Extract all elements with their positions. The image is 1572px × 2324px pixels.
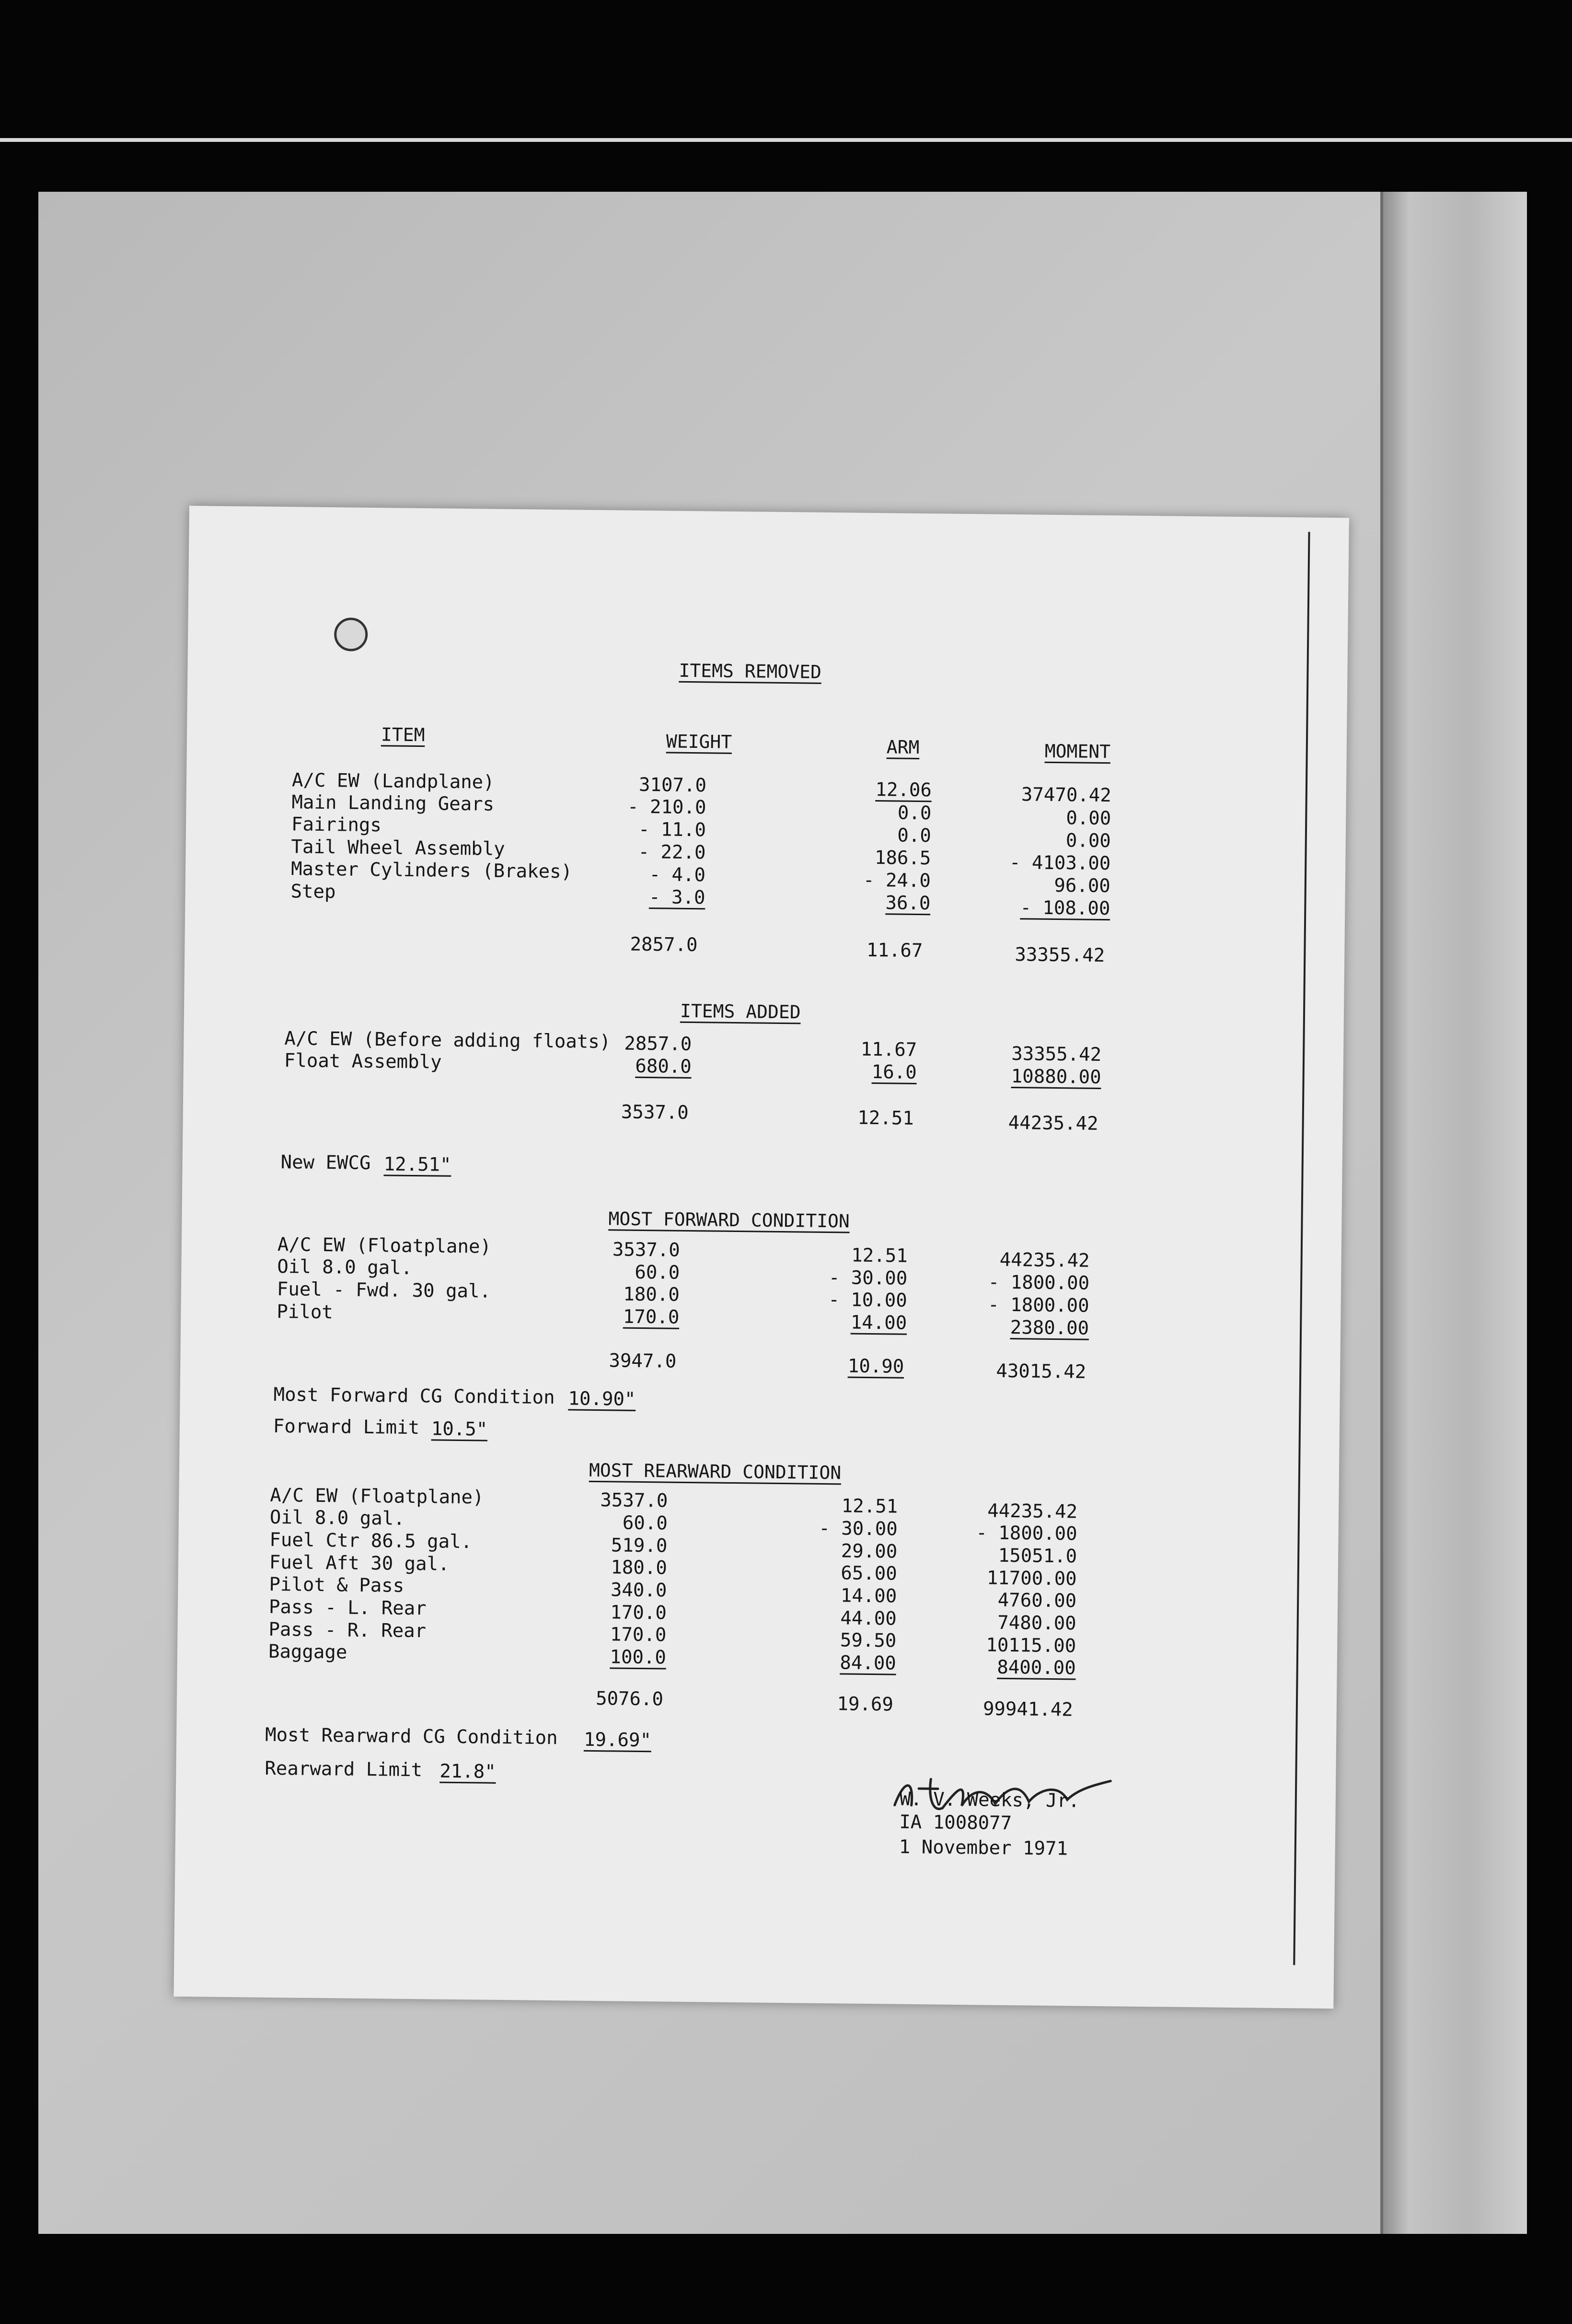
new-ewcg-value: 12.51" (383, 1153, 451, 1176)
moment-cell: 15051.0 (998, 1545, 1077, 1568)
moment-cell: 10115.00 (986, 1634, 1076, 1657)
item-cell: Pilot & Pass (269, 1573, 405, 1597)
moment-cell: 0.00 (1065, 830, 1111, 852)
total-moment: 33355.42 (1015, 944, 1105, 967)
moment-cell: 33355.42 (1011, 1043, 1102, 1066)
forward-cg-value: 10.90" (568, 1388, 636, 1410)
item-cell: Fuel Aft 30 gal. (269, 1551, 450, 1575)
arm-cell: 12.06 (875, 779, 932, 802)
arm-cell: 0.0 (897, 802, 932, 825)
weight-cell: 170.0 (610, 1602, 667, 1624)
total-weight: 2857.0 (630, 933, 698, 956)
forward-limit-value: 10.5" (431, 1418, 488, 1441)
arm-cell: 59.50 (840, 1629, 897, 1652)
weight-cell: 170.0 (623, 1306, 680, 1328)
header-moment: MOMENT (1044, 740, 1111, 763)
item-cell: Oil 8.0 gal. (277, 1256, 413, 1279)
arm-cell: 11.67 (860, 1038, 917, 1061)
item-cell: Fairings (291, 813, 382, 837)
header-arm: ARM (886, 736, 920, 758)
arm-cell: - 24.0 (863, 869, 931, 892)
item-cell: Pass - L. Rear (268, 1596, 427, 1620)
rearward-limit-value: 21.8" (439, 1760, 497, 1783)
rearward-cg-value: 19.69" (583, 1729, 652, 1752)
arm-cell: 12.51 (851, 1244, 908, 1267)
weight-cell: 60.0 (635, 1261, 680, 1284)
moment-cell: 2380.00 (1010, 1317, 1089, 1339)
section-title-items-removed: ITEMS REMOVED (679, 660, 822, 683)
total-arm: 19.69 (837, 1693, 894, 1716)
total-weight: 3537.0 (621, 1101, 689, 1124)
weight-cell: 100.0 (610, 1646, 667, 1669)
moment-cell: - 1800.00 (988, 1271, 1090, 1294)
weight-cell: 60.0 (622, 1512, 668, 1534)
arm-cell: 36.0 (885, 892, 931, 915)
board-edge (1380, 192, 1527, 2234)
moment-cell: 8400.00 (997, 1656, 1076, 1679)
item-cell: Step (290, 881, 336, 903)
moment-cell: - 1800.00 (988, 1294, 1089, 1317)
total-arm: 10.90 (847, 1355, 904, 1378)
arm-cell: 14.00 (840, 1585, 897, 1607)
item-cell: A/C EW (Floatplane) (277, 1234, 492, 1258)
total-weight: 5076.0 (595, 1688, 664, 1710)
item-cell: Master Cylinders (Brakes) (290, 858, 573, 883)
section-title-items-added: ITEMS ADDED (680, 1000, 801, 1023)
arm-cell: - 30.00 (819, 1517, 898, 1540)
arm-cell: - 10.00 (828, 1289, 907, 1312)
item-cell: Oil 8.0 gal. (269, 1506, 405, 1530)
weight-cell: - 11.0 (638, 818, 706, 841)
weight-cell: - 4.0 (649, 864, 706, 886)
arm-cell: 29.00 (841, 1540, 898, 1563)
signer-name: W. V. Weeks, Jr. (899, 1788, 1080, 1812)
weight-cell: 2857.0 (624, 1033, 692, 1056)
moment-cell: 96.00 (1054, 874, 1111, 897)
total-arm: 11.67 (866, 939, 923, 962)
item-cell: Tail Wheel Assembly (291, 836, 505, 860)
item-cell: A/C EW (Before adding floats) (284, 1028, 611, 1053)
moment-cell: 44235.42 (999, 1249, 1090, 1272)
section-title-most-forward: MOST FORWARD CONDITION (608, 1208, 850, 1232)
signature-date: 1 November 1971 (899, 1836, 1068, 1860)
weight-cell: - 210.0 (627, 796, 706, 819)
rearward-cg-label: Most Rearward CG Condition (265, 1724, 558, 1749)
moment-cell: 4760.00 (997, 1589, 1077, 1612)
item-cell: Float Assembly (284, 1050, 442, 1073)
weight-cell: 180.0 (623, 1283, 680, 1306)
total-moment: 99941.42 (982, 1698, 1074, 1721)
total-arm: 12.51 (857, 1107, 914, 1129)
item-cell: Fuel - Fwd. 30 gal. (277, 1278, 491, 1302)
weight-cell: 3537.0 (600, 1489, 668, 1512)
moment-cell: - 4103.00 (1009, 851, 1111, 875)
total-moment: 44235.42 (1008, 1112, 1098, 1135)
moment-cell: 11700.00 (986, 1567, 1077, 1590)
arm-cell: 0.0 (897, 825, 932, 847)
arm-cell: 44.00 (840, 1607, 897, 1630)
rearward-limit-label: Rearward Limit (265, 1757, 423, 1781)
punch-hole (334, 617, 368, 651)
moment-cell: - 1800.00 (976, 1522, 1077, 1545)
header-item: ITEM (381, 724, 425, 746)
header-weight: WEIGHT (666, 731, 732, 753)
film-frame-rule (0, 138, 1572, 142)
moment-cell: - 108.00 (1020, 897, 1110, 920)
forward-cg-label: Most Forward CG Condition (273, 1383, 555, 1409)
weight-cell: - 22.0 (638, 841, 706, 864)
arm-cell: 65.00 (841, 1562, 897, 1585)
item-cell: Fuel Ctr 86.5 gal. (269, 1529, 473, 1553)
item-cell: A/C EW (Landplane) (291, 769, 495, 793)
page-edge-line (1293, 532, 1310, 1965)
item-cell: Pilot (277, 1301, 334, 1324)
arm-cell: 186.5 (874, 847, 931, 870)
forward-limit-label: Forward Limit (273, 1415, 420, 1439)
arm-cell: 16.0 (871, 1061, 917, 1083)
total-moment: 43015.42 (996, 1360, 1087, 1383)
arm-cell: 84.00 (840, 1652, 897, 1674)
item-cell: Main Landing Gears (291, 791, 495, 815)
arm-cell: 12.51 (841, 1495, 898, 1518)
moment-cell: 37470.42 (1021, 784, 1112, 807)
arm-cell: - 30.00 (828, 1267, 908, 1290)
weight-cell: 170.0 (610, 1624, 667, 1646)
weight-cell: 519.0 (611, 1534, 668, 1557)
weight-cell: 180.0 (611, 1557, 668, 1579)
moment-cell: 44235.42 (987, 1500, 1078, 1523)
item-cell: Pass - R. Rear (268, 1618, 427, 1642)
moment-cell: 10880.00 (1011, 1066, 1101, 1088)
total-weight: 3947.0 (609, 1350, 677, 1372)
weight-cell: - 3.0 (648, 886, 705, 909)
weight-cell: 680.0 (635, 1055, 692, 1078)
weight-cell: 3537.0 (612, 1239, 681, 1261)
item-cell: A/C EW (Floatplane) (270, 1484, 484, 1509)
weight-balance-sheet (173, 506, 1349, 2009)
new-ewcg-label: New EWCG (280, 1151, 371, 1174)
item-cell: Baggage (268, 1640, 347, 1663)
moment-cell: 0.00 (1066, 807, 1111, 830)
section-title-most-rearward: MOST REARWARD CONDITION (589, 1459, 842, 1484)
signer-ia-number: IA 1008077 (899, 1811, 1012, 1835)
weight-cell: 340.0 (610, 1579, 667, 1602)
arm-cell: 14.00 (850, 1312, 907, 1334)
moment-cell: 7480.00 (997, 1612, 1076, 1635)
weight-cell: 3107.0 (638, 774, 707, 797)
